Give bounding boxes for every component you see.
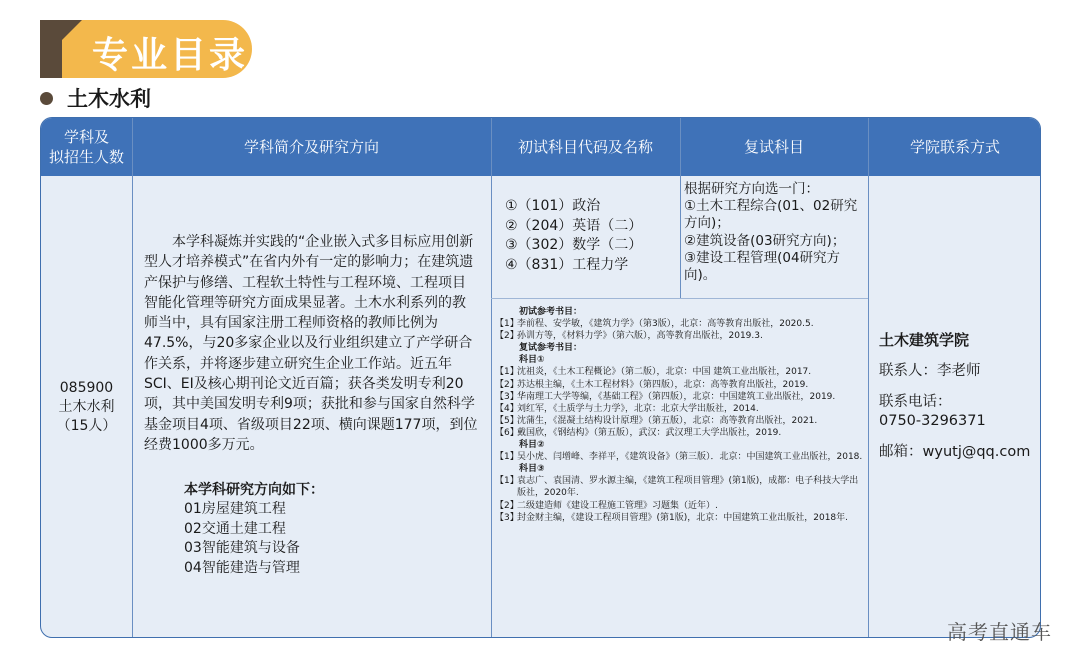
book-number: 【1】 bbox=[495, 452, 519, 463]
retest-cell bbox=[680, 176, 868, 298]
direction-item: 01房屋建筑工程 bbox=[184, 501, 286, 518]
retest-intro: 根据研究方向选一门： bbox=[684, 181, 819, 197]
subject-item: ②（204）英语（二） bbox=[505, 217, 643, 234]
section-heading bbox=[40, 84, 151, 112]
book-text: 李前程、安学敏，《建筑力学》（第3版），北京：高等教育出版社，2020.5. bbox=[517, 319, 814, 330]
book-item bbox=[495, 451, 866, 463]
book-text: 吴小虎、闫增峰、李祥平，《建筑设备》（第三版）．北京：中国建筑工业出版社，2018. bbox=[517, 452, 863, 463]
books-group-title: 科目① bbox=[519, 355, 545, 366]
header-subjects: 初试科目代码及名称 bbox=[517, 138, 653, 156]
book-item bbox=[495, 330, 866, 342]
books-cell bbox=[491, 299, 868, 638]
book-number: 【1】 bbox=[495, 476, 519, 487]
book-text: 袁志广、袁国清、罗水源主编，《建筑工程项目管理》(第1版)，成都：电子科技大学出版社，2020年. bbox=[517, 476, 859, 499]
contact-cell bbox=[868, 176, 1041, 638]
page-title: 专业目录 bbox=[92, 35, 249, 76]
book-text: 沈祖炎，《土木工程概论》（第二版），北京：中国 建筑工业出版社，2017. bbox=[517, 367, 812, 378]
contact-email: 邮箱：wyutj@qq.com bbox=[879, 444, 1031, 460]
book-item bbox=[495, 318, 866, 330]
book-number: 【3】 bbox=[495, 512, 519, 523]
retest-item: ①土木工程综合(01、02研究方向)； bbox=[684, 198, 858, 232]
book-item bbox=[495, 415, 866, 427]
book-item bbox=[495, 475, 866, 499]
intro-paragraph: 本学科凝炼并实践的“企业嵌入式多目标应用创新型人才培养模式”在省内外有一定的影响力；在建筑遗产保护与修缮、工程软土特性与工程环境、工程项目智能化管理等研究方面成果显著。土木水利系列的教师当中，具有国家注册工程师资格的教师比例为47.5%，与20多家企业以及行业组织建立了产学研合作关系，并将逐步建立研究生企业工作站。近五年SCI、EI及核心期刊论文近百篇；获各类发明专利20项，其中美国发明专利9项；获批和参与国家自然科学基金项目4项、省级项目22项、横向课题177项，到位经费1000多万元。 bbox=[144, 234, 478, 453]
retest-item: ③建设工程管理(04研究方向)。 bbox=[684, 249, 841, 284]
discipline-cell bbox=[41, 176, 132, 638]
section-label: 土木水利 bbox=[67, 87, 151, 111]
discipline-code: 085900 bbox=[59, 380, 114, 396]
header-retest: 复试科目 bbox=[743, 138, 804, 156]
subject-item: ④（831）工程力学 bbox=[505, 256, 629, 273]
contact-phone: 0750-3296371 bbox=[879, 413, 986, 429]
header-contact: 学院联系方式 bbox=[909, 138, 1000, 156]
book-item bbox=[495, 500, 866, 512]
book-number: 【2】 bbox=[495, 379, 519, 390]
header-discipline-line1: 学科及 bbox=[63, 128, 109, 146]
watermark: 高考直通车 bbox=[947, 620, 1052, 644]
book-text: 戴国欣，《钢结构》（第五版），武汉：武汉理工大学出版社，2019. bbox=[517, 427, 782, 438]
book-number: 【1】 bbox=[495, 319, 519, 330]
direction-item: 03智能建筑与设备 bbox=[184, 540, 300, 557]
bullet-dot-icon bbox=[40, 92, 53, 105]
book-text: 封金财主编，《建设工程项目管理》(第1版)，北京：中国建筑工业出版社，2018年. bbox=[517, 512, 849, 523]
books-group-title: 科目③ bbox=[519, 464, 545, 475]
book-text: 华南理工大学等编，《基础工程》（第四版），北京：中国建筑工业出版社，2019. bbox=[517, 391, 836, 402]
book-text: 苏达根主编，《土木工程材料》（第四版），北京：高等教育出版社，2019. bbox=[517, 379, 809, 390]
title-banner bbox=[40, 20, 252, 78]
retest-item: ②建筑设备(03研究方向)； bbox=[684, 232, 846, 249]
book-number: 【1】 bbox=[495, 367, 519, 378]
direction-item: 02交通土建工程 bbox=[184, 520, 286, 537]
subject-item: ①（101）政治 bbox=[505, 198, 601, 214]
book-item bbox=[495, 366, 866, 378]
books-retest-title: 复试参考书目： bbox=[519, 343, 583, 354]
book-text: 孙训方等，《材料力学》（第六版），高等教育出版社，2019.3. bbox=[517, 331, 763, 342]
directions-title: 本学科研究方向如下： bbox=[184, 482, 324, 499]
book-text: 二级建造师《建设工程施工管理》习题集（近年）. bbox=[517, 500, 718, 511]
book-number: 【2】 bbox=[495, 331, 519, 342]
direction-item: 04智能建造与管理 bbox=[184, 559, 300, 576]
book-number: 【3】 bbox=[495, 391, 519, 402]
book-item bbox=[495, 403, 866, 415]
book-item bbox=[495, 391, 866, 403]
book-number: 【4】 bbox=[495, 403, 519, 414]
book-item bbox=[495, 427, 866, 439]
header-discipline bbox=[41, 118, 132, 176]
books-group-title: 科目② bbox=[519, 440, 545, 451]
header-intro: 学科简介及研究方向 bbox=[243, 138, 379, 156]
book-item bbox=[495, 379, 866, 391]
book-item bbox=[495, 512, 866, 524]
college-name: 土木建筑学院 bbox=[879, 331, 970, 349]
intro-cell bbox=[132, 176, 491, 638]
subjects-cell bbox=[491, 176, 680, 298]
book-number: 【5】 bbox=[495, 415, 519, 426]
book-number: 【6】 bbox=[495, 427, 519, 438]
contact-person: 联系人：李老师 bbox=[879, 363, 981, 379]
discipline-name: 土木水利 bbox=[58, 399, 115, 415]
subject-item: ③（302）数学（二） bbox=[505, 237, 643, 253]
catalog-table bbox=[40, 117, 1041, 638]
book-number: 【2】 bbox=[495, 500, 519, 511]
book-text: 沈蒲生，《混凝土结构设计原理》（第五版），北京：高等教育出版社，2021. bbox=[517, 415, 818, 426]
books-initial-title: 初试参考书目： bbox=[519, 307, 583, 317]
book-text: 刘红军，《土质学与土力学》，北京：北京大学出版社，2014. bbox=[517, 403, 759, 414]
discipline-quota: （15人） bbox=[56, 418, 117, 434]
contact-phone-label: 联系电话： bbox=[879, 394, 952, 410]
header-discipline-line2: 拟招生人数 bbox=[48, 148, 124, 166]
